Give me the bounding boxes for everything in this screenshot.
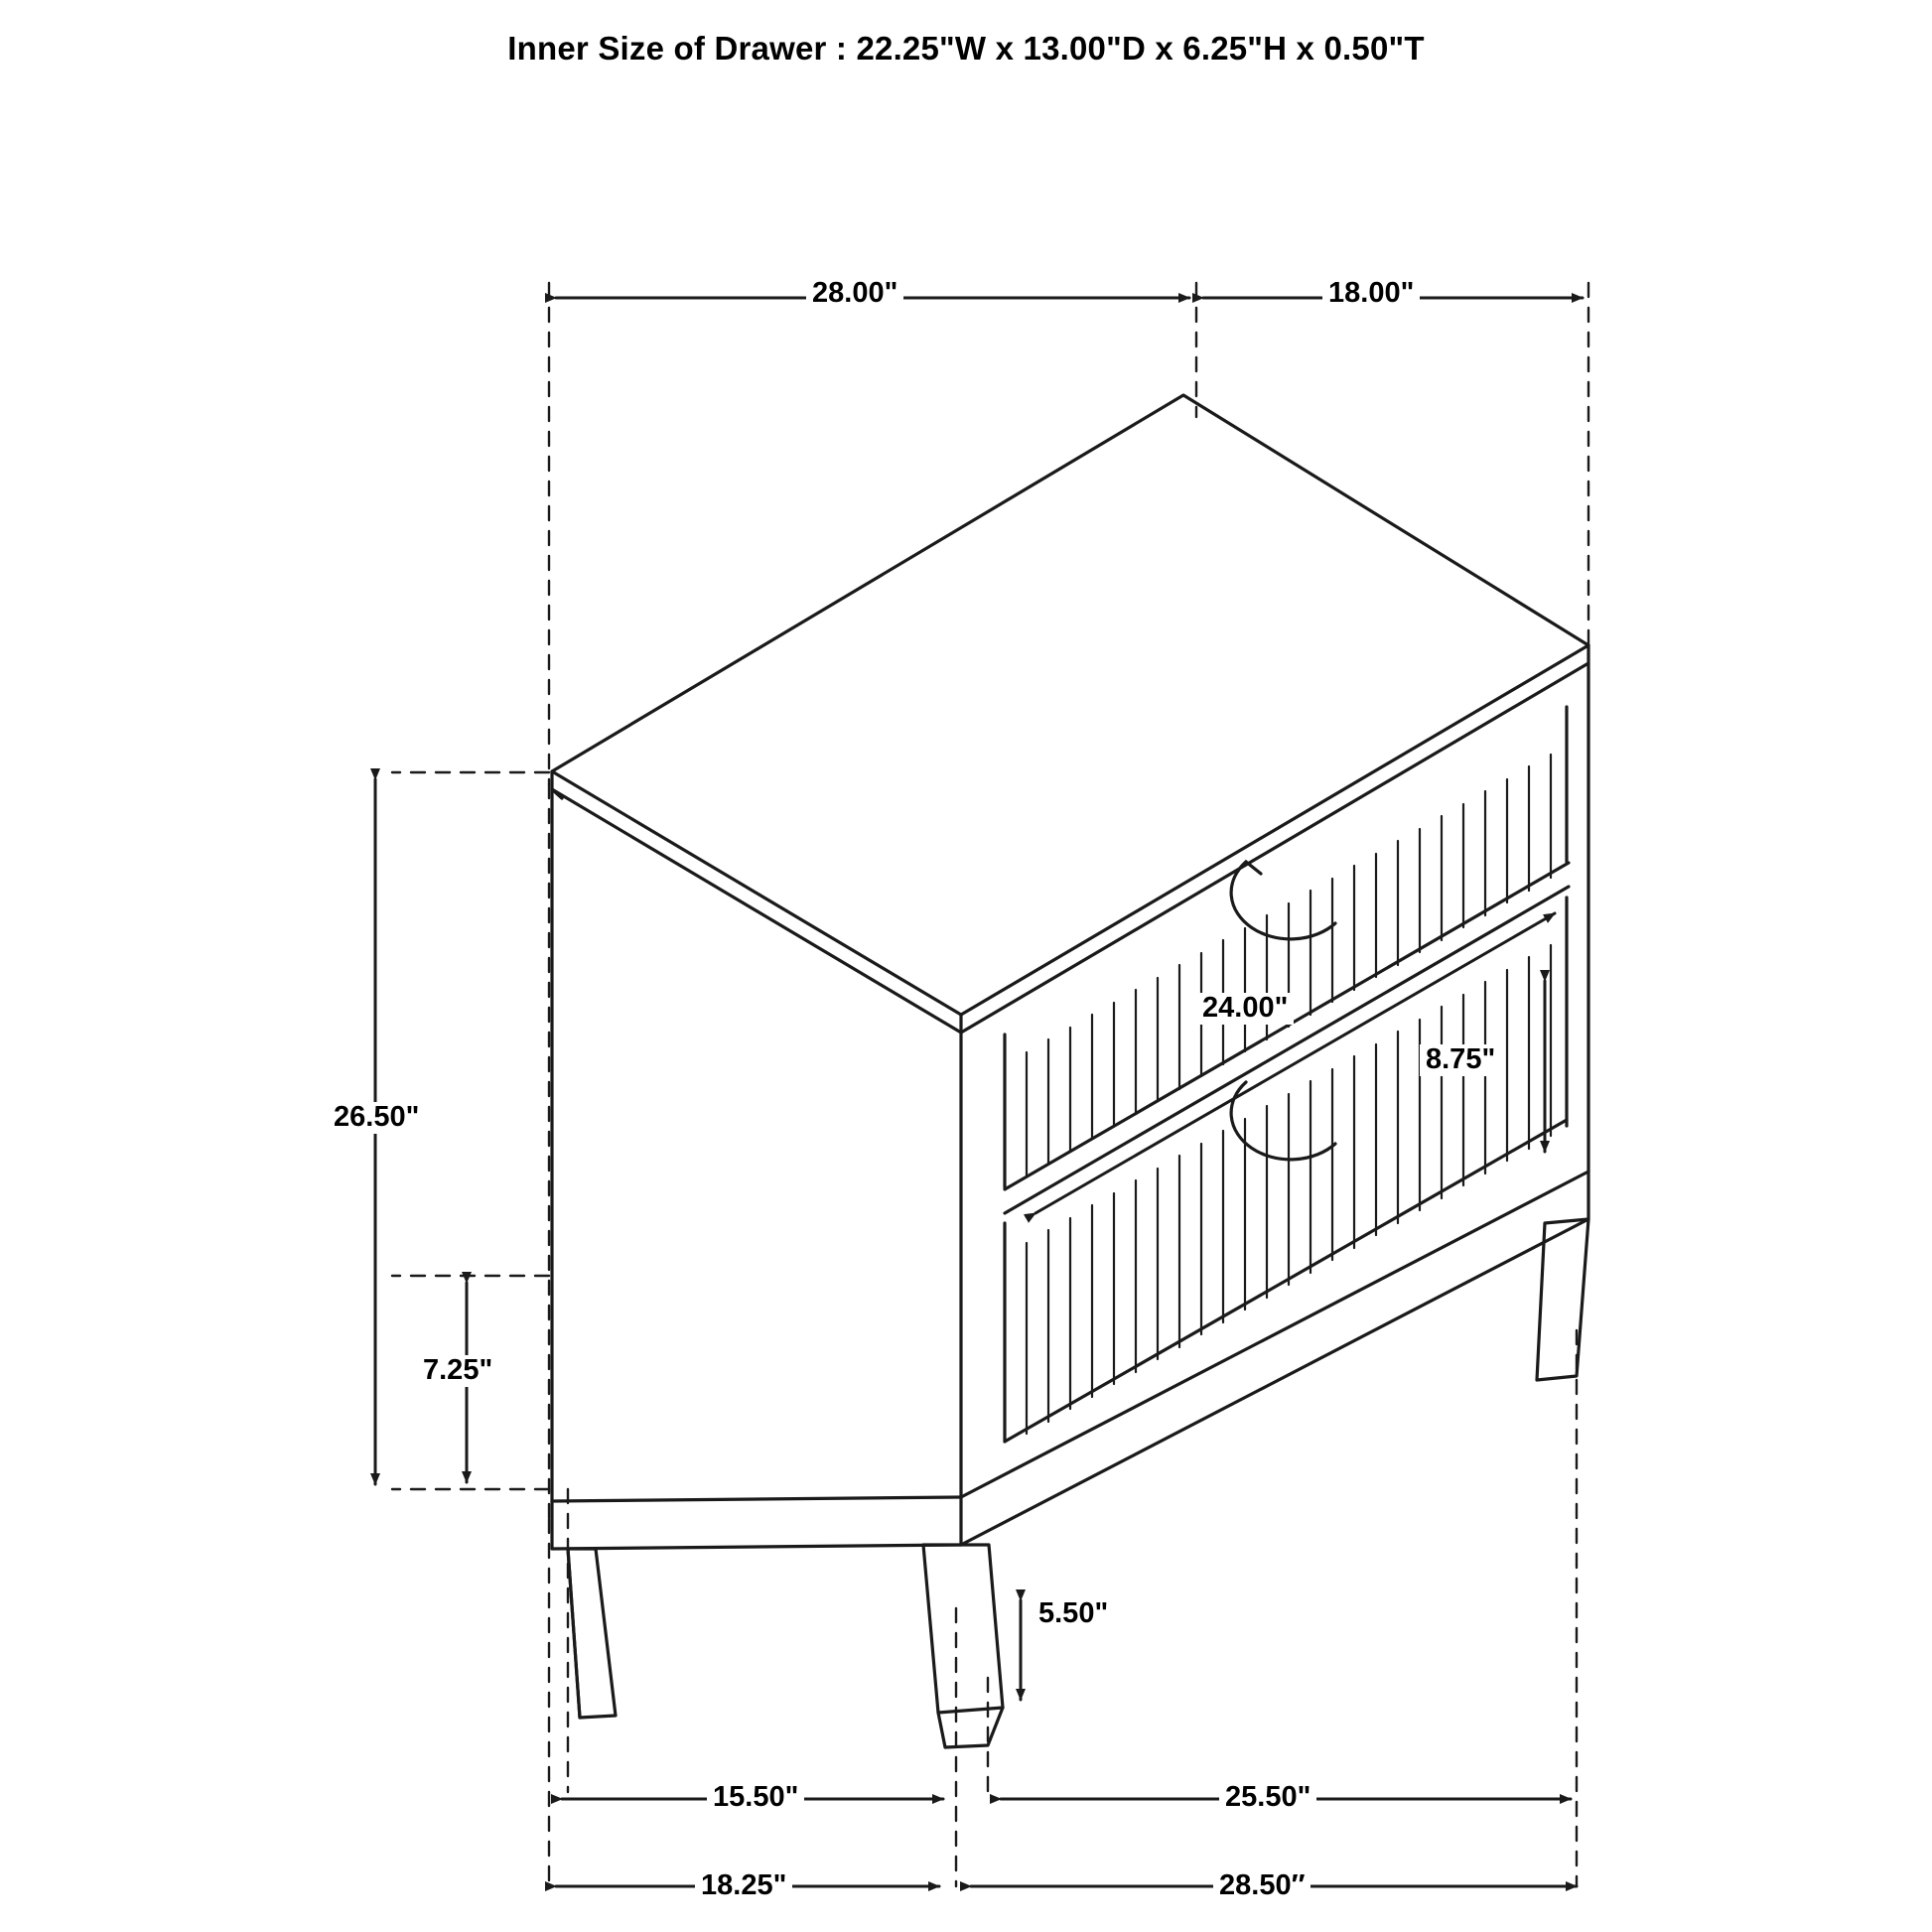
dim-label-footprint-right: 28.50″ [1213,1870,1311,1902]
dim-label-bottom-right-span: 25.50" [1219,1782,1316,1814]
dim-label-base-height: 7.25" [417,1355,498,1387]
dim-label-footprint-left: 18.25" [695,1870,792,1902]
dim-label-leg-height: 5.50" [1033,1598,1114,1630]
dim-label-top-depth-right: 18.00" [1322,278,1420,310]
dim-label-top-width-left: 28.00" [806,278,903,310]
dim-label-bottom-left-span: 15.50" [707,1782,804,1814]
dim-label-drawer-width: 24.00" [1196,993,1294,1025]
dim-label-overall-height: 26.50" [328,1102,425,1134]
page-title: Inner Size of Drawer : 22.25"W x 13.00"D x 6.25"H x 0.50"T [507,30,1425,67]
dim-label-drawer-height: 8.75" [1420,1044,1501,1076]
